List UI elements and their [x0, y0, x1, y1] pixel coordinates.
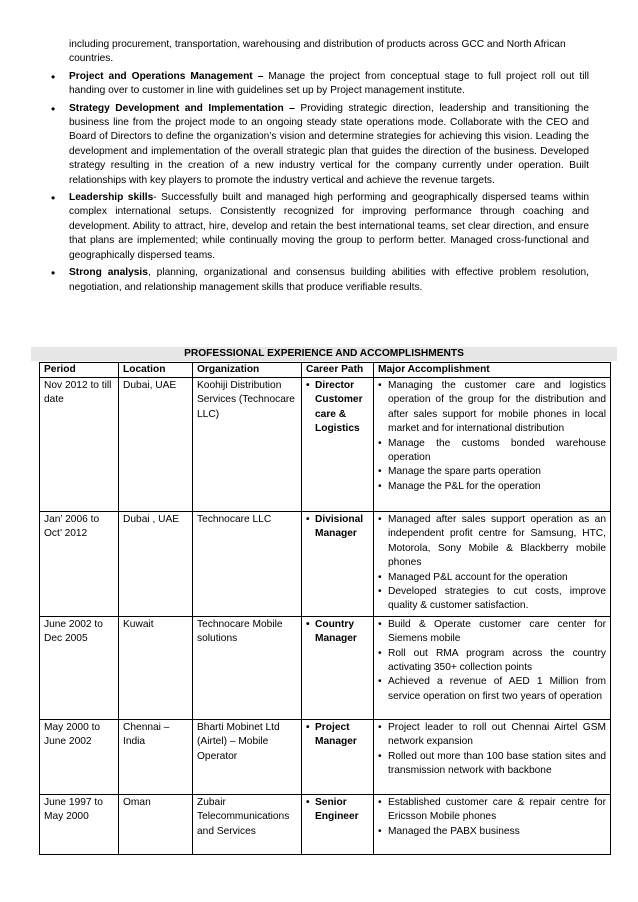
table-row — [40, 719, 611, 794]
list-item: • Managed P&L account for the operation — [378, 571, 606, 585]
career-cell — [302, 378, 374, 512]
list-item — [49, 102, 589, 188]
bullet-icon: • — [306, 796, 310, 808]
skill-title: Strategy Development and Implementation – — [69, 102, 295, 114]
list-item: • Achieved a revenue of AED 1 Million from service operation on first two years of operation — [378, 675, 606, 704]
skill-text: , planning, organizational and consensus building abilities with effective problem resolution, negotiation, and relationship management skills that produce verifiable results. — [69, 267, 589, 293]
skill-text: - Successfully built and managed high performing and geographically dispersed teams within complex international setups. Consistently recognized for improving performance through coaching and development. Ability to attract, hire, develop and retain the best international teams, set clear direction, and ensure that plans are implemented; while continually moving the group to perform better. Managed cross-functional and geographically dispersed teams. — [69, 192, 590, 261]
list-item: • Managing the customer care and logistics operation of the group for the distribution and after sales support for mobile phones in local market and for international distribution — [378, 379, 606, 437]
accomplishment-cell — [374, 616, 611, 719]
organization-cell: Zubair Telecommunications and Services — [193, 794, 302, 854]
list-item: • Managed the PABX business — [378, 825, 606, 839]
bullet-icon: • — [306, 514, 310, 525]
location-cell: Dubai , UAE — [119, 512, 193, 617]
list-item: • Build & Operate customer care center for Siemens mobile — [378, 618, 606, 647]
list-item: • Managed after sales support operation as an independent profit centre for Samsung, HTC, Motorola, Sony Mobile & Blackberry mobile phones — [378, 513, 606, 571]
career-title: Project Manager — [315, 721, 357, 748]
table-row — [40, 512, 611, 617]
accomplishment-cell — [374, 719, 611, 794]
period-cell: May 2000 to June 2002 — [40, 719, 119, 794]
organization-cell: Koohiji Distribution Services (Technocare LLC) — [193, 378, 302, 512]
column-header-period: Period — [40, 363, 119, 378]
table-row — [40, 616, 611, 719]
list-item: • Manage the spare parts operation — [378, 465, 606, 479]
list-item: • Roll out RMA program across the country activating 350+ collection points — [378, 647, 606, 676]
organization-cell: Technocare LLC — [193, 512, 302, 617]
bullet-icon: • — [306, 721, 310, 733]
location-cell: Oman — [119, 794, 193, 854]
list-item — [49, 70, 589, 99]
column-header-accomplishment: Major Accomplishment — [374, 363, 611, 378]
table-row — [40, 378, 611, 512]
list-item: • Established customer care & repair centre for Ericsson Mobile phones — [378, 796, 606, 825]
career-cell — [302, 794, 374, 854]
career-title: Senior Engineer — [315, 796, 359, 823]
career-title: Director Customer care & Logistics — [315, 380, 363, 435]
location-cell: Chennai – India — [119, 719, 193, 794]
list-item: • Rolled out more than 100 base station sites and transmission network with backbone — [378, 750, 606, 779]
intro-continuation: including procurement, transportation, warehousing and distribution of products across GCC and North African countries. — [69, 39, 566, 65]
accomplishment-cell — [374, 378, 611, 512]
bullet-icon: • — [306, 618, 310, 630]
career-cell — [302, 512, 374, 617]
skills-list — [49, 70, 589, 295]
list-item: • Project leader to roll out Chennai Airtel GSM network expansion — [378, 721, 606, 750]
column-header-career-path: Career Path — [302, 363, 374, 378]
skill-text: Providing strategic direction, leadership and transitioning the business line from the project mode to an ongoing steady state operations mode. Collaborate with the CEO and Board of Directors to define the organization’s vision and determine strategies for achieving this vision. Leading the development and implementation of the overall strategic plan that guides the direction of the business. Developed strategy resulting in the creation of a new industry vertical for the company currently under operation. Built relationships with key players to promote the industry vertical and achieve the revenue targets. — [69, 102, 589, 186]
period-cell: Jan’ 2006 to Oct’ 2012 — [40, 512, 119, 617]
skill-title: Strong analysis — [69, 267, 148, 279]
column-header-location: Location — [119, 363, 193, 378]
list-item: • Developed strategies to cut costs, improve quality & customer satisfaction. — [378, 585, 606, 614]
period-cell: Nov 2012 to till date — [40, 378, 119, 512]
list-item — [49, 266, 589, 295]
skill-title: Leadership skills — [69, 192, 154, 204]
career-title: Divisional Manager — [315, 514, 364, 540]
bullet-icon: • — [306, 380, 310, 391]
location-cell: Kuwait — [119, 616, 193, 719]
skill-text: Manage the project from conceptual stage to full project roll out till handing over to customer in line with guidelines set up by Project management institute. — [69, 70, 589, 97]
period-cell: June 1997 to May 2000 — [40, 794, 119, 854]
experience-table — [39, 362, 611, 855]
period-cell: June 2002 to Dec 2005 — [40, 616, 119, 719]
skill-title: Project and Operations Management – — [69, 70, 264, 82]
accomplishment-cell — [374, 512, 611, 617]
accomplishment-cell — [374, 794, 611, 854]
location-cell: Dubai, UAE — [119, 378, 193, 512]
intro-section — [49, 38, 589, 295]
organization-cell: Bharti Mobinet Ltd (Airtel) – Mobile Operator — [193, 719, 302, 794]
organization-cell: Technocare Mobile solutions — [193, 616, 302, 719]
table-row — [40, 794, 611, 854]
experience-heading: PROFESSIONAL EXPERIENCE AND ACCOMPLISHMENTS — [31, 347, 617, 361]
list-item — [49, 191, 589, 263]
career-title: Country Manager — [315, 618, 357, 645]
list-item: • Manage the P&L for the operation — [378, 480, 606, 494]
career-cell — [302, 719, 374, 794]
career-cell — [302, 616, 374, 719]
column-header-organization: Organization — [193, 363, 302, 378]
table-header-row — [40, 363, 611, 378]
list-item: • Manage the customs bonded warehouse operation — [378, 437, 606, 466]
